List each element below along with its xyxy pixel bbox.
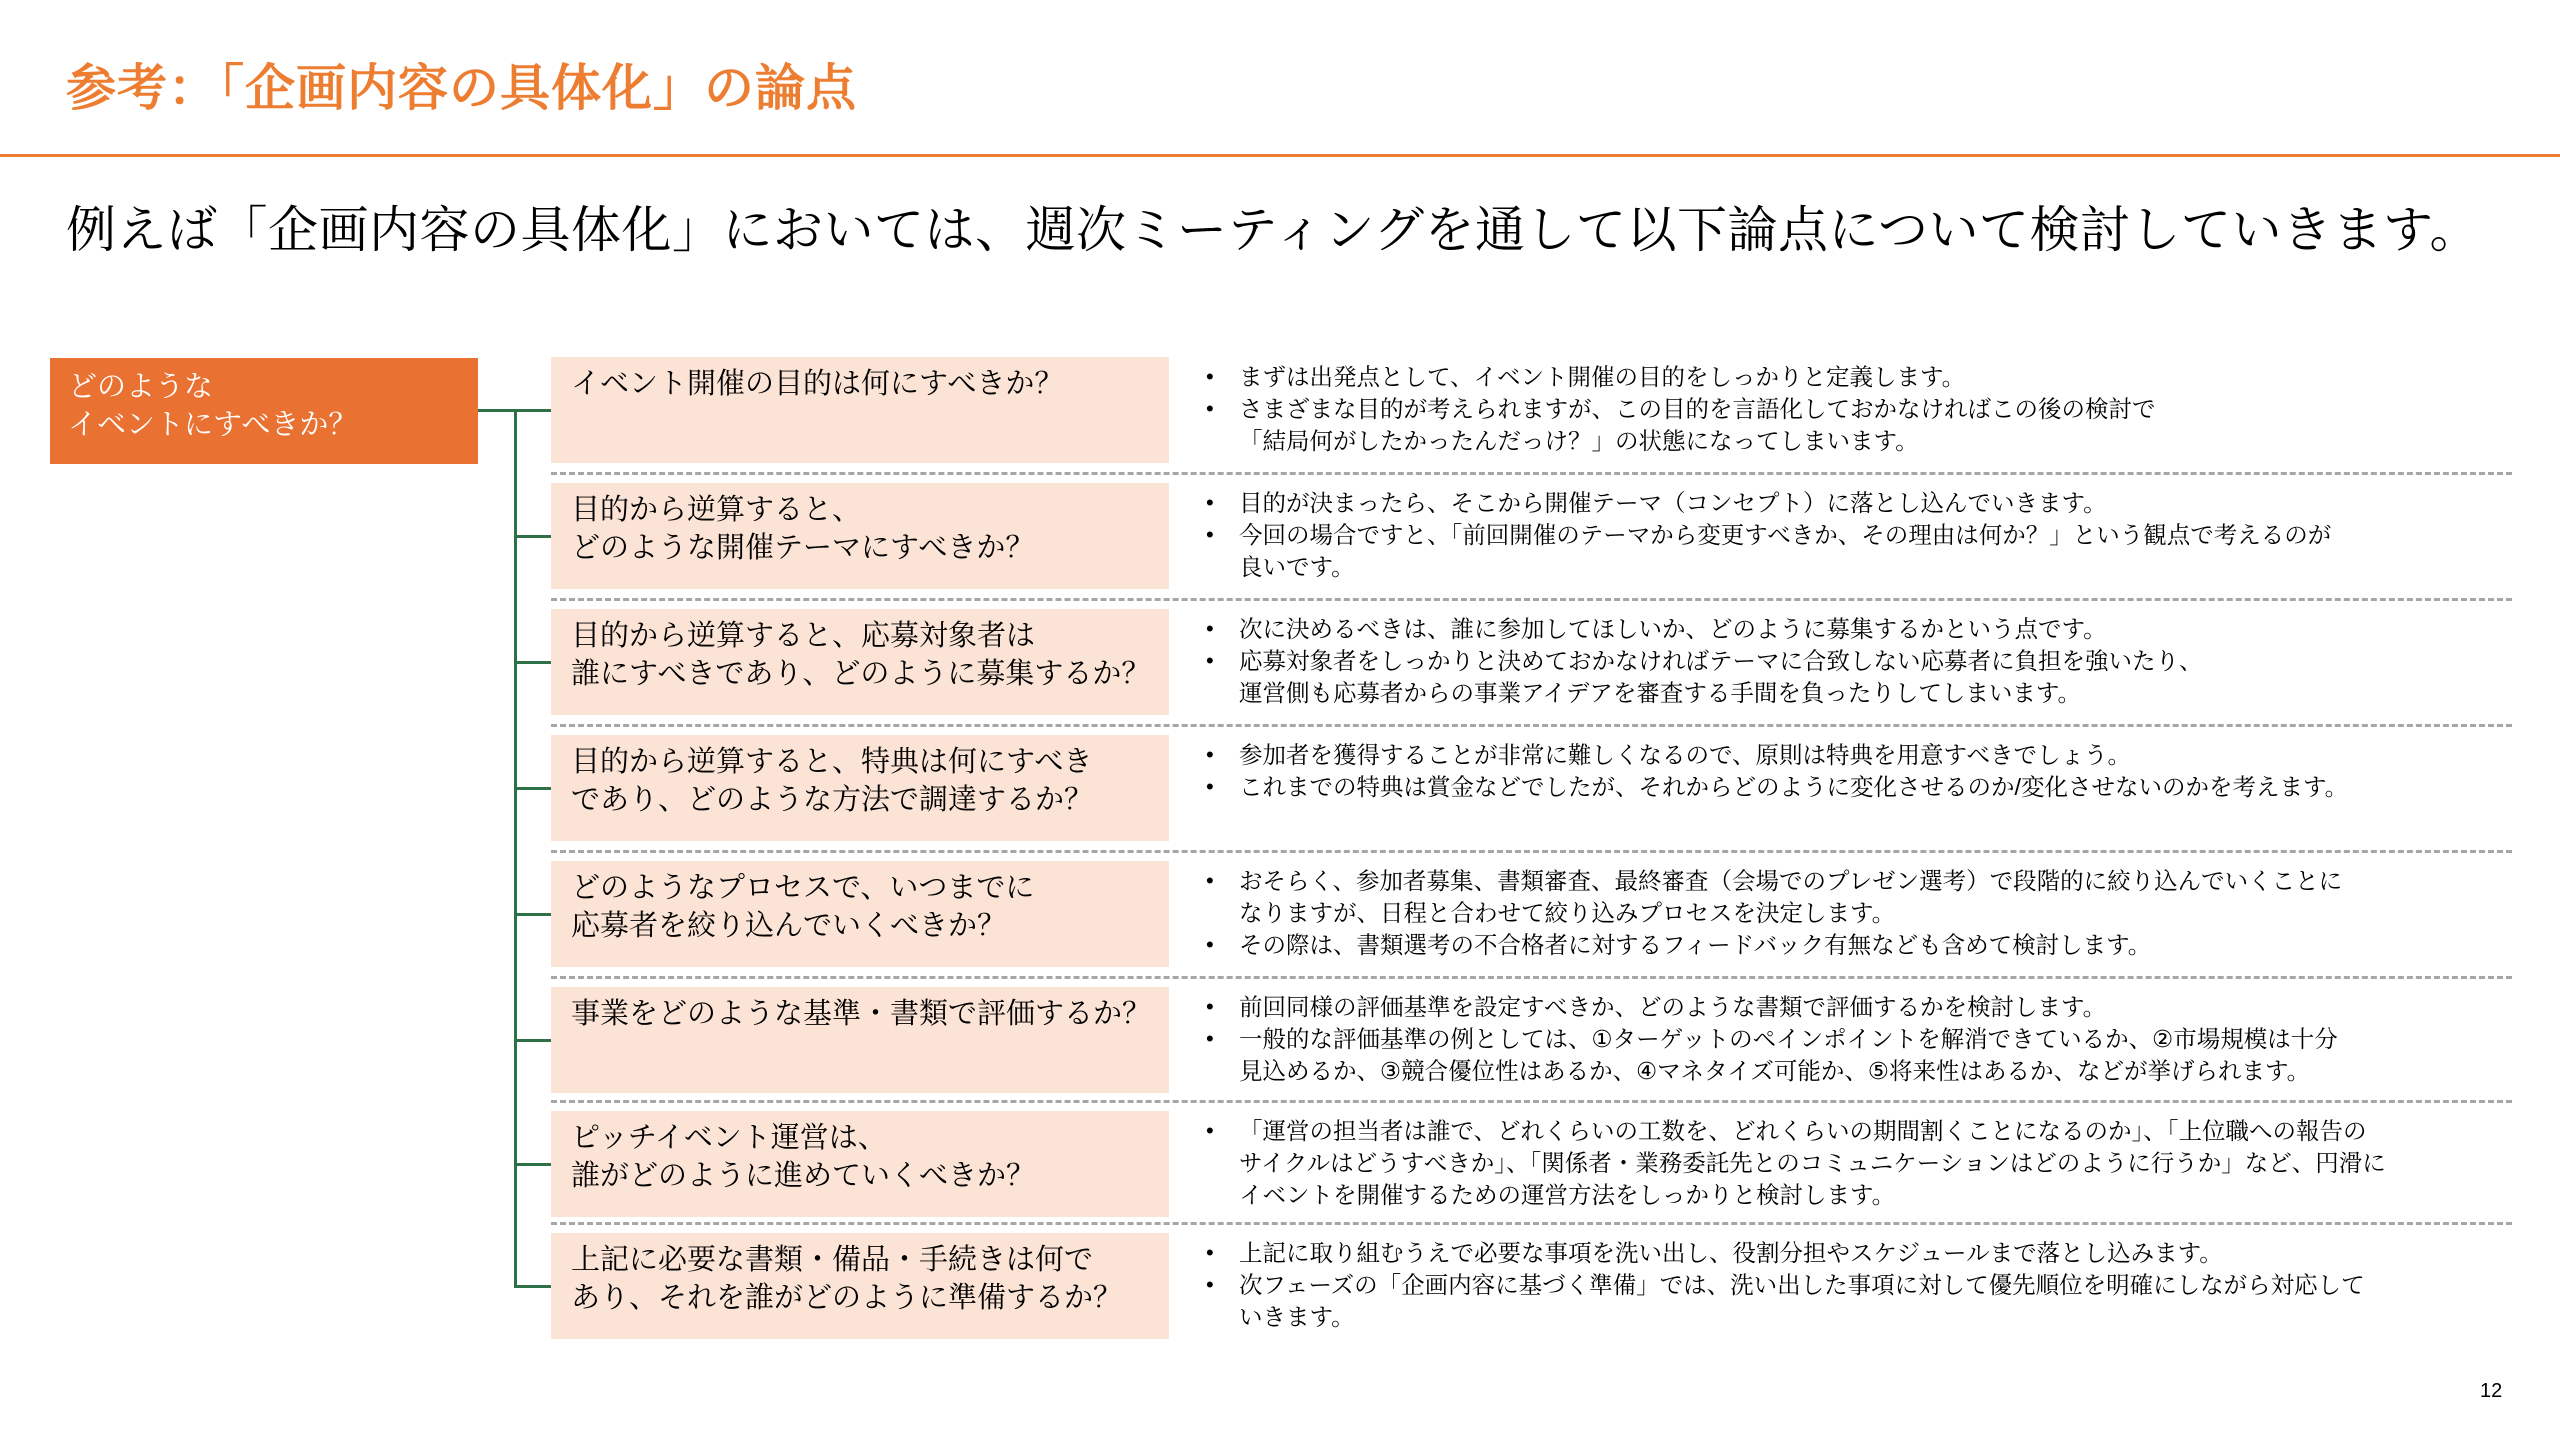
- detail-line: イベントを開催するための運営方法をしっかりと検討します。: [1239, 1182, 1896, 1208]
- tree-connector-branch: [514, 661, 551, 664]
- row-separator: [551, 598, 2512, 601]
- root-question-line: どのような: [68, 371, 214, 403]
- issue-row: [551, 357, 2512, 463]
- title-divider: [0, 154, 2560, 157]
- question-line: 応募者を絞り込んでいくべきか？: [571, 910, 1007, 942]
- question-line: 誰がどのように進めていくべきか？: [571, 1160, 1036, 1192]
- question-line: 上記に必要な書類・備品・手続きは何で: [571, 1244, 1094, 1276]
- root-question-line: イベントにすべきか？: [68, 409, 358, 441]
- row-separator: [551, 724, 2512, 727]
- question-box: [551, 1233, 1169, 1339]
- question-line: ピッチイベント運営は、: [571, 1122, 887, 1154]
- detail-list: [1201, 1237, 2521, 1333]
- question-line: 目的から逆算すると、: [571, 494, 862, 526]
- question-line: 事業をどのような基準・書類で評価するか？: [571, 998, 1152, 1030]
- row-separator: [551, 850, 2512, 853]
- question-box: [551, 861, 1169, 967]
- row-separator: [551, 1100, 2512, 1103]
- question-line: あり、それを誰がどのように準備するか？: [571, 1282, 1123, 1314]
- detail-bullet: [1201, 645, 2521, 709]
- detail-line: 「結局何がしたかったんだっけ？」の状態になってしまいます。: [1239, 428, 1919, 454]
- detail-bullet: [1201, 739, 2521, 771]
- detail-line: • おそらく、参加者募集、書類審査、最終審査（会場でのプレゼン選考）で段階的に絞り込んでいくことに: [1239, 868, 2343, 894]
- question-box: [551, 735, 1169, 841]
- detail-bullet: [1201, 393, 2521, 457]
- detail-line: 良いです。: [1239, 554, 1355, 580]
- issue-row: [551, 1233, 2512, 1339]
- detail-list: [1201, 487, 2521, 583]
- tree-connector-branch: [514, 913, 551, 916]
- detail-bullet: [1201, 487, 2521, 519]
- issue-row: [551, 1111, 2512, 1217]
- question-line: どのような開催テーマにすべきか？: [571, 532, 1035, 564]
- tree-connector-branch: [514, 1285, 551, 1288]
- detail-list: [1201, 865, 2521, 961]
- detail-line: • これまでの特典は賞金などでしたが、それからどのように変化させるのか/変化させないのかを考えます。: [1239, 774, 2349, 800]
- detail-line: • 参加者を獲得することが非常に難しくなるので、原則は特典を用意すべきでしょう。: [1239, 742, 2132, 768]
- detail-line: なりますが、日程と合わせて絞り込みプロセスを決定します。: [1239, 900, 1896, 926]
- detail-bullet: [1201, 1115, 2521, 1211]
- detail-list: [1201, 739, 2521, 803]
- tree-connector-branch: [514, 535, 551, 538]
- detail-line: • 次に決めるべきは、誰に参加してほしいか、どのように募集するかという点です。: [1239, 616, 2107, 642]
- detail-bullet: [1201, 991, 2521, 1023]
- detail-bullet: [1201, 613, 2521, 645]
- question-box: [551, 987, 1169, 1093]
- row-separator: [551, 472, 2512, 475]
- issue-row: [551, 735, 2512, 841]
- issue-row: [551, 609, 2512, 715]
- detail-bullet: [1201, 1237, 2521, 1269]
- tree-connector-branch: [514, 787, 551, 790]
- detail-line: • 「運営の担当者は誰で、どれくらいの工数を、どれくらいの期間割くことになるのか」、「上位職への報告の: [1239, 1118, 2367, 1144]
- question-line: 目的から逆算すると、特典は何にすべき: [571, 746, 1093, 778]
- detail-list: [1201, 1115, 2521, 1211]
- question-line: 目的から逆算すると、応募対象者は: [571, 620, 1036, 652]
- detail-list: [1201, 991, 2521, 1087]
- detail-bullet: [1201, 865, 2521, 929]
- question-line: であり、どのような方法で調達するか？: [571, 784, 1094, 816]
- issue-row: [551, 483, 2512, 589]
- detail-list: [1201, 361, 2521, 457]
- detail-bullet: [1201, 1269, 2521, 1333]
- detail-line: • まずは出発点として、イベント開催の目的をしっかりと定義します。: [1239, 364, 1966, 390]
- detail-line: • 次フェーズの「企画内容に基づく準備」では、洗い出した事項に対して優先順位を明確にしながら対応して: [1239, 1272, 2365, 1298]
- issue-row: [551, 987, 2512, 1093]
- question-line: イベント開催の目的は何にすべきか？: [571, 368, 1064, 400]
- slide-title: 参考：「企画内容の具体化」の論点: [66, 60, 857, 116]
- detail-line: • 今回の場合ですと、「前回開催のテーマから変更すべきか、その理由は何か？」という観点で考えるのが: [1239, 522, 2332, 548]
- question-line: どのようなプロセスで、いつまでに: [571, 872, 1035, 904]
- detail-bullet: [1201, 771, 2521, 803]
- page-number: 12: [2480, 1380, 2503, 1402]
- detail-line: 見込めるか、③競合優位性はあるか、④マネタイズ可能か、⑤将来性はあるか、などが挙げられます。: [1239, 1058, 2311, 1084]
- detail-bullet: [1201, 361, 2521, 393]
- tree-connector-branch: [514, 1039, 551, 1042]
- row-separator: [551, 976, 2512, 979]
- detail-line: • 一般的な評価基準の例としては、①ターゲットのペインポイントを解消できているか、②市場規模は十分: [1239, 1026, 2338, 1052]
- detail-bullet: [1201, 929, 2521, 961]
- lead-text: 例えば「企画内容の具体化」においては、週次ミーティングを通して以下論点について検討していきます。: [66, 202, 2480, 258]
- question-box: [551, 1111, 1169, 1217]
- question-box: [551, 483, 1169, 589]
- row-separator: [551, 1222, 2512, 1225]
- detail-line: • さまざまな目的が考えられますが、この目的を言語化しておかなければこの後の検討で: [1239, 396, 2156, 422]
- question-line: 誰にすべきであり、どのように募集するか？: [571, 658, 1151, 690]
- tree-connector-trunk: [514, 409, 517, 1287]
- detail-line: • 目的が決まったら、そこから開催テーマ（コンセプト）に落とし込んでいきます。: [1239, 490, 2107, 516]
- detail-line: • 前回同様の評価基準を設定すべきか、どのような書類で評価するかを検討します。: [1239, 994, 2107, 1020]
- detail-line: サイクルはどうすべきか」、「関係者・業務委託先とのコミュニケーションはどのように行うか」など、円滑に: [1239, 1150, 2386, 1176]
- detail-line: • その際は、書類選考の不合格者に対するフィードバック有無なども含めて検討します。: [1239, 932, 2152, 958]
- root-question-box: [50, 358, 478, 464]
- detail-list: [1201, 613, 2521, 709]
- detail-line: • 応募対象者をしっかりと決めておかなければテーマに合致しない応募者に負担を強いたり、: [1239, 648, 2203, 674]
- question-box: [551, 609, 1169, 715]
- detail-bullet: [1201, 1023, 2521, 1087]
- question-box: [551, 357, 1169, 463]
- detail-line: いきます。: [1239, 1304, 1355, 1330]
- detail-line: • 上記に取り組むうえで必要な事項を洗い出し、役割分担やスケジュールまで落とし込みます。: [1239, 1240, 2223, 1266]
- tree-connector-branch: [514, 1163, 551, 1166]
- detail-line: 運営側も応募者からの事業アイデアを審査する手間を負ったりしてしまいます。: [1239, 680, 2082, 706]
- issue-row: [551, 861, 2512, 967]
- detail-bullet: [1201, 519, 2521, 583]
